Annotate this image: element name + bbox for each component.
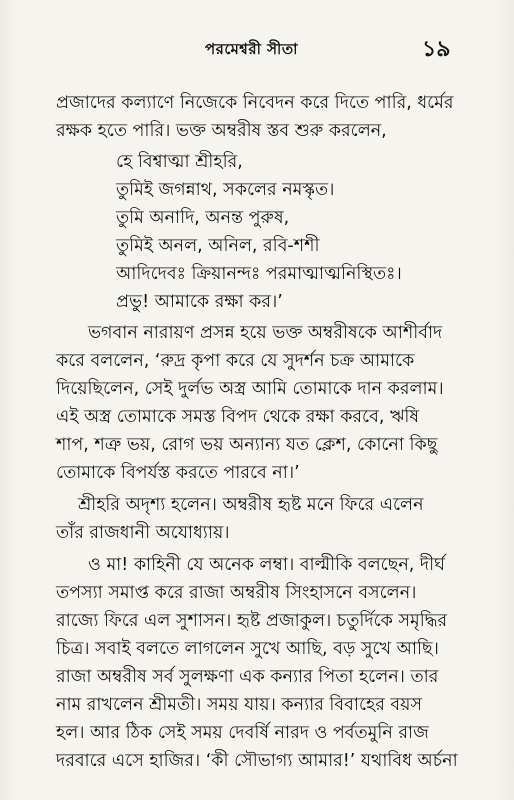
text-line: ভগবান নারায়ণ প্রসন্ন হয়ে ভক্ত অম্বরীষকে আশীর্বাদ xyxy=(88,323,443,343)
verse-line: আদিদেবঃ ক্রিয়ানন্দঃ পরমাত্মাত্মনিস্থিতঃ। xyxy=(116,264,402,284)
verse-line: প্রভু! আমাকে রক্ষা কর।’ xyxy=(116,292,283,312)
text-line: এই অস্ত্র তোমাকে সমস্ত বিপদ থেকে রক্ষা করবে, ঋষি xyxy=(56,407,420,427)
text-line: তোমাকে বিপর্যস্ত করতে পারবে না।’ xyxy=(56,463,300,483)
verse-line: হে বিশ্বাত্মা শ্রীহরি, xyxy=(116,152,243,172)
text-line: চিত্র। সবাই বলতে লাগলেন সুখে আছি, বড় সুখে আছি। xyxy=(56,639,439,659)
text-line: রাজ্যে ফিরে এল সুশাসন। হৃষ্ট প্রজাকুল। চতুর্দিকে সমৃদ্ধির xyxy=(56,611,448,631)
running-header xyxy=(0,18,514,62)
book-title: পরমেশ্বরী সীতা xyxy=(205,40,298,58)
text-line: দরবারে এসে হাজির। ‘কী সৌভাগ্য আমার!’ যথাবিধ অর্চনা xyxy=(56,751,458,771)
text-line: রক্ষক হতে পারি। ভক্ত অম্বরীষ স্তব শুরু করলেন, xyxy=(56,121,387,141)
text-line: নাম রাখলেন শ্রীমতী। সময় যায়। কন্যার বিবাহের বয়স xyxy=(56,695,423,715)
verse-line: তুমি অনাদি, অনন্ত পুরুষ, xyxy=(116,208,290,228)
text-line: রাজা অম্বরীষ সর্ব সুলক্ষণা এক কন্যার পিতা হলেন। তার xyxy=(56,667,439,687)
text-line: শাপ, শত্রু ভয়, রোগ ভয় অন্যান্য যত ক্লেশ, কোনো কিছু xyxy=(56,435,438,455)
text-line: প্রজাদের কল্যাণে নিজেকে নিবেদন করে দিতে পারি, ধর্মের xyxy=(56,93,454,113)
verse-line: তুমিই অনল, অনিল, রবি-শশী xyxy=(116,236,320,256)
text-line: তাঁর রাজধানী অযোধ্যায়। xyxy=(56,523,230,543)
text-line: ও মা! কাহিনী যে অনেক লম্বা। বাল্মীকি বলছেন, দীর্ঘ xyxy=(88,555,445,575)
text-line: তপস্যা সমাপ্ত করে রাজা অম্বরীষ সিংহাসনে বসলেন। xyxy=(56,583,417,603)
text-line: শ্রীহরি অদৃশ্য হলেন। অম্বরীষ হৃষ্ট মনে ফিরে এলেন xyxy=(78,495,424,515)
text-line: দিয়েছিলেন, সেই দুর্লভ অস্ত্র আমি তোমাকে দান করলাম। xyxy=(56,379,444,399)
text-line: হল। আর ঠিক সেই সময় দেবর্ষি নারদ ও পর্বতমুনি রাজ xyxy=(56,723,429,743)
page-number: ১৯ xyxy=(422,37,451,62)
verse-line: তুমিই জগন্নাথ, সকলের নমস্কৃত। xyxy=(116,180,335,200)
text-line: করে বললেন, ‘রুদ্র কৃপা করে যে সুদর্শন চক্র আমাকে xyxy=(56,351,415,371)
